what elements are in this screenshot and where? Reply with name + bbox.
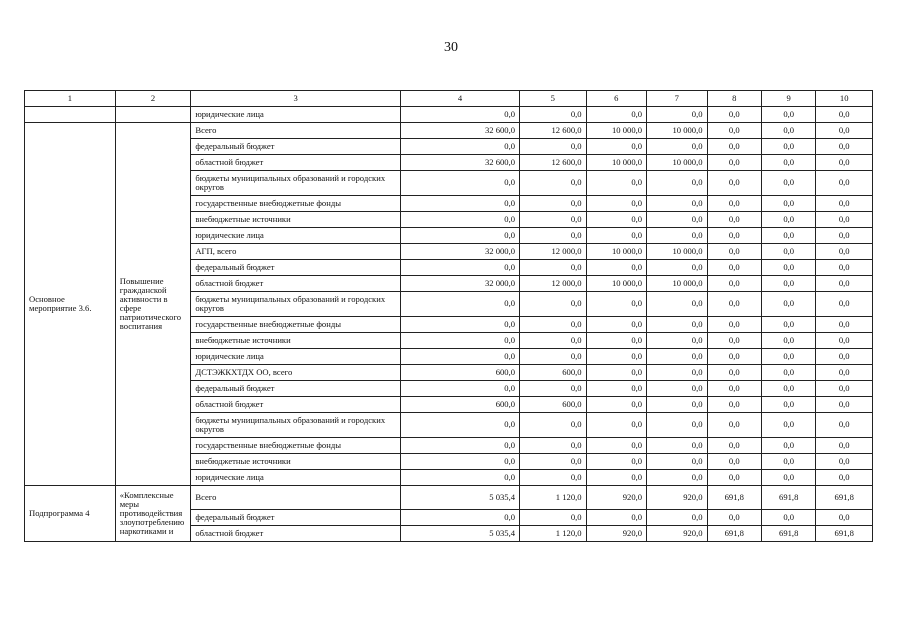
amount-cell: 691,8 bbox=[816, 526, 873, 542]
amount-cell: 0,0 bbox=[647, 317, 707, 333]
amount-cell: 0,0 bbox=[401, 196, 520, 212]
amount-cell: 0,0 bbox=[520, 292, 587, 317]
amount-cell: 0,0 bbox=[816, 438, 873, 454]
amount-cell: 0,0 bbox=[707, 139, 761, 155]
amount-cell: 0,0 bbox=[707, 196, 761, 212]
amount-cell: 0,0 bbox=[761, 454, 815, 470]
funding-source: государственные внебюджетные фонды bbox=[191, 196, 401, 212]
column-number-9: 9 bbox=[761, 91, 815, 107]
column-number-4: 4 bbox=[401, 91, 520, 107]
empty-cell bbox=[25, 107, 116, 123]
budget-table bbox=[24, 90, 873, 542]
amount-cell: 0,0 bbox=[761, 292, 815, 317]
amount-cell: 0,0 bbox=[707, 171, 761, 196]
amount-cell: 32 600,0 bbox=[401, 155, 520, 171]
amount-cell: 0,0 bbox=[707, 349, 761, 365]
amount-cell: 0,0 bbox=[761, 333, 815, 349]
amount-cell: 12 000,0 bbox=[520, 244, 587, 260]
amount-cell: 0,0 bbox=[647, 196, 707, 212]
page-number: 30 bbox=[444, 40, 458, 55]
amount-cell: 0,0 bbox=[401, 454, 520, 470]
amount-cell: 0,0 bbox=[761, 139, 815, 155]
amount-cell: 0,0 bbox=[647, 349, 707, 365]
amount-cell: 0,0 bbox=[761, 171, 815, 196]
amount-cell: 0,0 bbox=[401, 212, 520, 228]
event-number: Основное мероприятие 3.6. bbox=[25, 123, 116, 486]
amount-cell: 920,0 bbox=[647, 526, 707, 542]
amount-cell: 0,0 bbox=[761, 244, 815, 260]
amount-cell: 0,0 bbox=[520, 317, 587, 333]
amount-cell: 0,0 bbox=[816, 349, 873, 365]
amount-cell: 0,0 bbox=[401, 317, 520, 333]
column-number-1: 1 bbox=[25, 91, 116, 107]
amount-cell: 12 000,0 bbox=[520, 276, 587, 292]
amount-cell: 691,8 bbox=[707, 486, 761, 510]
column-number-5: 5 bbox=[520, 91, 587, 107]
amount-cell: 0,0 bbox=[520, 228, 587, 244]
funding-source: АГП, всего bbox=[191, 244, 401, 260]
funding-source: ДСТЭЖКХТДХ ОО, всего bbox=[191, 365, 401, 381]
amount-cell: 5 035,4 bbox=[401, 526, 520, 542]
amount-cell: 920,0 bbox=[647, 486, 707, 510]
amount-cell: 0,0 bbox=[761, 438, 815, 454]
amount-cell: 0,0 bbox=[761, 196, 815, 212]
amount-cell: 0,0 bbox=[647, 413, 707, 438]
column-number-2: 2 bbox=[115, 91, 191, 107]
amount-cell: 0,0 bbox=[647, 365, 707, 381]
amount-cell: 920,0 bbox=[586, 526, 646, 542]
amount-cell: 0,0 bbox=[761, 510, 815, 526]
amount-cell: 0,0 bbox=[816, 155, 873, 171]
amount-cell: 920,0 bbox=[586, 486, 646, 510]
amount-cell: 0,0 bbox=[586, 470, 646, 486]
amount-cell: 10 000,0 bbox=[586, 155, 646, 171]
amount-cell: 10 000,0 bbox=[586, 276, 646, 292]
amount-cell: 0,0 bbox=[707, 107, 761, 123]
table-header-row bbox=[25, 91, 873, 107]
funding-source: юридические лица bbox=[191, 349, 401, 365]
amount-cell: 0,0 bbox=[707, 365, 761, 381]
amount-cell: 0,0 bbox=[401, 470, 520, 486]
amount-cell: 0,0 bbox=[647, 212, 707, 228]
amount-cell: 0,0 bbox=[816, 260, 873, 276]
amount-cell: 0,0 bbox=[647, 397, 707, 413]
amount-cell: 0,0 bbox=[647, 510, 707, 526]
funding-source: областной бюджет bbox=[191, 526, 401, 542]
table-body bbox=[25, 91, 873, 542]
amount-cell: 0,0 bbox=[401, 292, 520, 317]
amount-cell: 0,0 bbox=[816, 228, 873, 244]
column-number-6: 6 bbox=[586, 91, 646, 107]
amount-cell: 0,0 bbox=[707, 333, 761, 349]
funding-source: внебюджетные источники bbox=[191, 454, 401, 470]
amount-cell: 0,0 bbox=[707, 470, 761, 486]
amount-cell: 0,0 bbox=[761, 365, 815, 381]
amount-cell: 0,0 bbox=[647, 292, 707, 317]
amount-cell: 10 000,0 bbox=[586, 123, 646, 139]
funding-source: внебюджетные источники bbox=[191, 212, 401, 228]
amount-cell: 0,0 bbox=[707, 454, 761, 470]
empty-cell bbox=[115, 107, 191, 123]
amount-cell: 0,0 bbox=[586, 260, 646, 276]
amount-cell: 0,0 bbox=[707, 228, 761, 244]
funding-source: федеральный бюджет bbox=[191, 510, 401, 526]
amount-cell: 0,0 bbox=[586, 171, 646, 196]
amount-cell: 0,0 bbox=[401, 228, 520, 244]
amount-cell: 10 000,0 bbox=[647, 276, 707, 292]
funding-source: федеральный бюджет bbox=[191, 139, 401, 155]
amount-cell: 600,0 bbox=[520, 397, 587, 413]
amount-cell: 0,0 bbox=[761, 123, 815, 139]
amount-cell: 0,0 bbox=[707, 292, 761, 317]
amount-cell: 0,0 bbox=[707, 244, 761, 260]
funding-source: Всего bbox=[191, 486, 401, 510]
amount-cell: 0,0 bbox=[401, 349, 520, 365]
amount-cell: 691,8 bbox=[761, 486, 815, 510]
amount-cell: 691,8 bbox=[816, 486, 873, 510]
amount-cell: 0,0 bbox=[586, 317, 646, 333]
amount-cell: 0,0 bbox=[707, 381, 761, 397]
amount-cell: 0,0 bbox=[816, 276, 873, 292]
amount-cell: 0,0 bbox=[707, 510, 761, 526]
amount-cell: 0,0 bbox=[520, 212, 587, 228]
amount-cell: 0,0 bbox=[816, 292, 873, 317]
amount-cell: 0,0 bbox=[647, 107, 707, 123]
amount-cell: 0,0 bbox=[401, 139, 520, 155]
column-number-10: 10 bbox=[816, 91, 873, 107]
amount-cell: 0,0 bbox=[761, 349, 815, 365]
amount-cell: 0,0 bbox=[707, 212, 761, 228]
amount-cell: 0,0 bbox=[707, 397, 761, 413]
amount-cell: 0,0 bbox=[401, 260, 520, 276]
amount-cell: 0,0 bbox=[401, 510, 520, 526]
funding-source: бюджеты муниципальных образований и городских округов bbox=[191, 413, 401, 438]
amount-cell: 0,0 bbox=[520, 381, 587, 397]
amount-cell: 691,8 bbox=[707, 526, 761, 542]
amount-cell: 32 000,0 bbox=[401, 244, 520, 260]
amount-cell: 0,0 bbox=[707, 123, 761, 139]
amount-cell: 10 000,0 bbox=[647, 244, 707, 260]
amount-cell: 0,0 bbox=[586, 438, 646, 454]
amount-cell: 0,0 bbox=[586, 349, 646, 365]
amount-cell: 0,0 bbox=[816, 171, 873, 196]
amount-cell: 0,0 bbox=[761, 413, 815, 438]
funding-source: государственные внебюджетные фонды bbox=[191, 438, 401, 454]
amount-cell: 0,0 bbox=[520, 333, 587, 349]
amount-cell: 0,0 bbox=[816, 244, 873, 260]
amount-cell: 0,0 bbox=[647, 260, 707, 276]
amount-cell: 0,0 bbox=[647, 139, 707, 155]
amount-cell: 0,0 bbox=[586, 228, 646, 244]
subprogram-number: Подпрограмма 4 bbox=[25, 486, 116, 542]
column-number-8: 8 bbox=[707, 91, 761, 107]
amount-cell: 0,0 bbox=[647, 228, 707, 244]
amount-cell: 0,0 bbox=[647, 470, 707, 486]
amount-cell: 5 035,4 bbox=[401, 486, 520, 510]
amount-cell: 0,0 bbox=[761, 260, 815, 276]
amount-cell: 0,0 bbox=[586, 397, 646, 413]
amount-cell: 0,0 bbox=[816, 397, 873, 413]
column-number-3: 3 bbox=[191, 91, 401, 107]
amount-cell: 0,0 bbox=[761, 381, 815, 397]
amount-cell: 0,0 bbox=[520, 260, 587, 276]
amount-cell: 0,0 bbox=[586, 333, 646, 349]
amount-cell: 12 600,0 bbox=[520, 155, 587, 171]
table-row bbox=[25, 123, 873, 139]
amount-cell: 0,0 bbox=[401, 171, 520, 196]
column-number-7: 7 bbox=[647, 91, 707, 107]
amount-cell: 0,0 bbox=[816, 470, 873, 486]
funding-source: областной бюджет bbox=[191, 276, 401, 292]
subprogram-name: «Комплексные меры противодействия злоупотреблению наркотиками и bbox=[115, 486, 191, 542]
amount-cell: 0,0 bbox=[401, 333, 520, 349]
amount-cell: 0,0 bbox=[816, 454, 873, 470]
amount-cell: 0,0 bbox=[586, 381, 646, 397]
amount-cell: 0,0 bbox=[520, 413, 587, 438]
amount-cell: 0,0 bbox=[761, 228, 815, 244]
amount-cell: 0,0 bbox=[761, 470, 815, 486]
amount-cell: 0,0 bbox=[586, 292, 646, 317]
funding-source: областной бюджет bbox=[191, 155, 401, 171]
amount-cell: 691,8 bbox=[761, 526, 815, 542]
amount-cell: 0,0 bbox=[761, 212, 815, 228]
amount-cell: 1 120,0 bbox=[520, 486, 587, 510]
event-name: Повышение гражданской активности в сфере патриотического воспитания bbox=[115, 123, 191, 486]
amount-cell: 0,0 bbox=[707, 260, 761, 276]
amount-cell: 0,0 bbox=[586, 107, 646, 123]
amount-cell: 0,0 bbox=[520, 510, 587, 526]
amount-cell: 0,0 bbox=[761, 276, 815, 292]
funding-source: федеральный бюджет bbox=[191, 381, 401, 397]
funding-source: государственные внебюджетные фонды bbox=[191, 317, 401, 333]
amount-cell: 0,0 bbox=[520, 349, 587, 365]
amount-cell: 32 000,0 bbox=[401, 276, 520, 292]
amount-cell: 1 120,0 bbox=[520, 526, 587, 542]
table-row bbox=[25, 107, 873, 123]
amount-cell: 0,0 bbox=[520, 454, 587, 470]
amount-cell: 0,0 bbox=[586, 212, 646, 228]
amount-cell: 0,0 bbox=[647, 454, 707, 470]
funding-source: бюджеты муниципальных образований и городских округов bbox=[191, 171, 401, 196]
amount-cell: 0,0 bbox=[586, 413, 646, 438]
amount-cell: 0,0 bbox=[520, 139, 587, 155]
amount-cell: 0,0 bbox=[401, 438, 520, 454]
amount-cell: 0,0 bbox=[520, 107, 587, 123]
funding-source: федеральный бюджет bbox=[191, 260, 401, 276]
amount-cell: 0,0 bbox=[707, 155, 761, 171]
amount-cell: 0,0 bbox=[401, 413, 520, 438]
funding-source: областной бюджет bbox=[191, 397, 401, 413]
table-row bbox=[25, 486, 873, 510]
funding-source: юридические лица bbox=[191, 470, 401, 486]
amount-cell: 0,0 bbox=[586, 510, 646, 526]
amount-cell: 0,0 bbox=[816, 196, 873, 212]
amount-cell: 0,0 bbox=[816, 510, 873, 526]
amount-cell: 0,0 bbox=[816, 139, 873, 155]
amount-cell: 0,0 bbox=[520, 438, 587, 454]
amount-cell: 10 000,0 bbox=[647, 123, 707, 139]
amount-cell: 0,0 bbox=[761, 317, 815, 333]
amount-cell: 0,0 bbox=[401, 381, 520, 397]
amount-cell: 0,0 bbox=[647, 381, 707, 397]
amount-cell: 600,0 bbox=[401, 365, 520, 381]
amount-cell: 0,0 bbox=[647, 438, 707, 454]
funding-source: юридические лица bbox=[191, 107, 401, 123]
amount-cell: 0,0 bbox=[761, 107, 815, 123]
amount-cell: 0,0 bbox=[816, 365, 873, 381]
amount-cell: 0,0 bbox=[816, 413, 873, 438]
amount-cell: 600,0 bbox=[520, 365, 587, 381]
amount-cell: 0,0 bbox=[816, 317, 873, 333]
amount-cell: 10 000,0 bbox=[647, 155, 707, 171]
amount-cell: 0,0 bbox=[707, 276, 761, 292]
funding-source: бюджеты муниципальных образований и городских округов bbox=[191, 292, 401, 317]
funding-source: внебюджетные источники bbox=[191, 333, 401, 349]
amount-cell: 0,0 bbox=[647, 171, 707, 196]
amount-cell: 0,0 bbox=[707, 317, 761, 333]
amount-cell: 12 600,0 bbox=[520, 123, 587, 139]
amount-cell: 32 600,0 bbox=[401, 123, 520, 139]
amount-cell: 0,0 bbox=[761, 155, 815, 171]
funding-source: Всего bbox=[191, 123, 401, 139]
amount-cell: 0,0 bbox=[816, 123, 873, 139]
amount-cell: 0,0 bbox=[816, 107, 873, 123]
amount-cell: 0,0 bbox=[816, 333, 873, 349]
amount-cell: 0,0 bbox=[647, 333, 707, 349]
amount-cell: 0,0 bbox=[586, 196, 646, 212]
amount-cell: 10 000,0 bbox=[586, 244, 646, 260]
funding-source: юридические лица bbox=[191, 228, 401, 244]
amount-cell: 0,0 bbox=[586, 454, 646, 470]
amount-cell: 0,0 bbox=[707, 438, 761, 454]
amount-cell: 0,0 bbox=[520, 196, 587, 212]
amount-cell: 0,0 bbox=[520, 470, 587, 486]
amount-cell: 0,0 bbox=[401, 107, 520, 123]
amount-cell: 0,0 bbox=[816, 212, 873, 228]
amount-cell: 0,0 bbox=[520, 171, 587, 196]
amount-cell: 0,0 bbox=[816, 381, 873, 397]
amount-cell: 600,0 bbox=[401, 397, 520, 413]
amount-cell: 0,0 bbox=[586, 365, 646, 381]
amount-cell: 0,0 bbox=[707, 413, 761, 438]
amount-cell: 0,0 bbox=[761, 397, 815, 413]
amount-cell: 0,0 bbox=[586, 139, 646, 155]
